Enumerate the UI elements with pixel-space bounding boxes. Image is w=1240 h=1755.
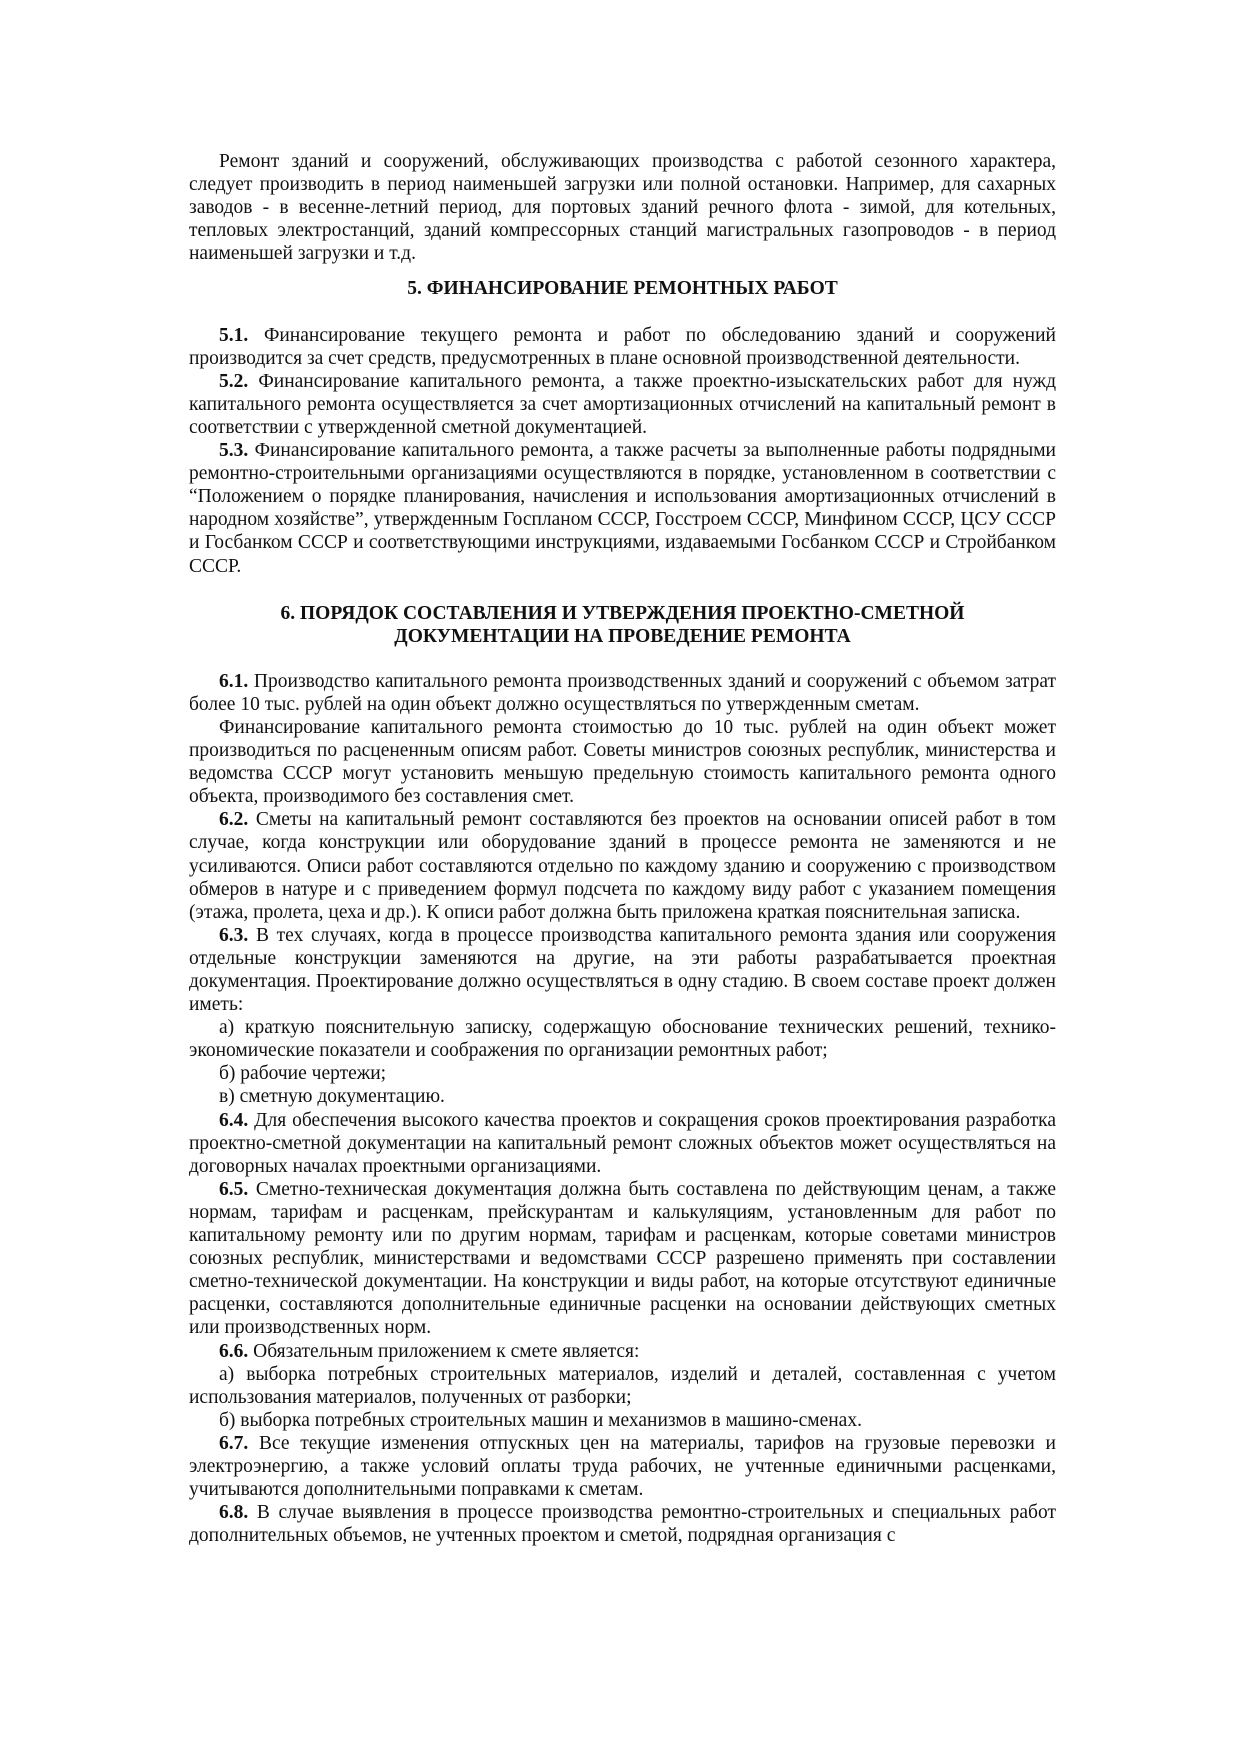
clause-text: Для обеспечения высокого качества проектов и сокращения сроков проектирования разработка проектно-сметной документации на капитальный ремонт сложных объектов может осуществляться на договорных началах проектными организациями. xyxy=(189,1109,1056,1177)
clause-6-1 xyxy=(189,670,1056,716)
clause-number: 6.7. xyxy=(219,1432,249,1454)
clause-6-5 xyxy=(189,1178,1056,1340)
clause-number: 5.3. xyxy=(219,440,249,462)
clause-6-6 xyxy=(189,1340,1056,1363)
clause-6-3-item-c: в) сметную документацию. xyxy=(219,1086,445,1108)
clause-5-1 xyxy=(189,324,1056,370)
clause-number: 5.2. xyxy=(219,370,249,392)
clause-text: Финансирование капитального ремонта, а также проектно-изыскательских работ для нужд капитального ремонта осуществляется за счет амортизационных отчислений на капитальный ремонт в соответствии с утвержденной сметной документацией. xyxy=(189,370,1056,438)
document-page xyxy=(189,150,1056,1547)
section-6-heading xyxy=(189,602,1056,648)
clause-6-7 xyxy=(189,1432,1056,1501)
clause-text: Финансирование текущего ремонта и работ по обследованию зданий и сооружений производится за счет средств, предусмотренных в плане основной производственной деятельности. xyxy=(189,324,1056,369)
clause-text: Производство капитального ремонта производственных зданий и сооружений с объемом затрат более 10 тыс. рублей на один объект должно осуществляться по утвержденным сметам. xyxy=(189,670,1056,715)
clause-text: Сметы на капитальный ремонт составляются без проектов на основании описей работ в том случае, когда конструкции или оборудование зданий в процессе ремонта не заменяются и не усиливаются. Описи работ составляются отдельно по каждому зданию и сооружению с производством обмеров в натуре и с приведением формул подсчета по каждому виду работ с указанием помещения (этажа, пролета, цеха и др.). К описи работ должна быть приложена краткая пояснительная записка. xyxy=(189,809,1056,923)
clause-text: В тех случаях, когда в процессе производства капитального ремонта здания или сооружения отдельные конструкции заменяются на другие, на эти работы разрабатывается проектная документация. Проектирование должно осуществляться в одну стадию. В своем составе проект должен иметь: xyxy=(189,924,1056,1016)
clause-6-2 xyxy=(189,808,1056,923)
clause-number: 6.5. xyxy=(219,1178,249,1200)
clause-5-3 xyxy=(189,439,1056,578)
clause-number: 5.1. xyxy=(219,324,249,346)
clause-number: 6.2. xyxy=(219,809,249,831)
clause-number: 6.6. xyxy=(219,1340,249,1362)
clause-6-8 xyxy=(189,1501,1056,1547)
clause-5-2 xyxy=(189,370,1056,439)
clause-6-3-item-a: а) краткую пояснительную записку, содержащую обоснование технических решений, технико-экономические показатели и соображения по организации ремонтных работ; xyxy=(189,1017,1056,1062)
section-6-heading-line-1: 6. ПОРЯДОК СОСТАВЛЕНИЯ И УТВЕРЖДЕНИЯ ПРОЕКТНО-СМЕТНОЙ xyxy=(280,602,965,624)
section-5-heading: 5. ФИНАНСИРОВАНИЕ РЕМОНТНЫХ РАБОТ xyxy=(407,278,838,300)
clause-text: Финансирование капитального ремонта, а также расчеты за выполненные работы подрядными ремонтно-строительными организациями осуществляются в порядке, установленном в соответствии с “Положением о порядке планирования, начисления и использования амортизационных отчислений в народном хозяйстве”, утвержденным Госпланом СССР, Госстроем СССР, Минфином СССР, ЦСУ СССР и Госбанком СССР и соответствующими инструкциями, издаваемыми Госбанком СССР и Стройбанком СССР. xyxy=(189,440,1056,577)
intro-paragraph: Ремонт зданий и сооружений, обслуживающих производства с работой сезонного характера, следует производить в период наименьшей загрузки или полной остановки. Например, для сахарных заводов - в весенне-летний период, для портовых зданий речного флота - зимой, для котельных, тепловых электростанций, зданий компрессорных станций магистральных газопроводов - в период наименьшей загрузки и т.д. xyxy=(189,151,1056,265)
clause-6-3-item-b: б) рабочие чертежи; xyxy=(219,1063,387,1085)
clause-number: 6.1. xyxy=(219,670,249,692)
clause-text: Все текущие изменения отпускных цен на материалы, тарифов на грузовые перевозки и электроэнергию, а также условий оплаты труда рабочих, не учтенные единичными расценками, учитываются дополнительными поправками к сметам. xyxy=(189,1432,1056,1501)
clause-6-4 xyxy=(189,1109,1056,1178)
clause-number: 6.4. xyxy=(219,1109,249,1131)
clause-6-6-item-a: а) выборка потребных строительных материалов, изделий и деталей, составленная с учетом использования материалов, полученных от разборки; xyxy=(189,1363,1056,1408)
clause-6-6-item-b: б) выборка потребных строительных машин и механизмов в машино-сменах. xyxy=(219,1409,862,1431)
clause-number: 6.3. xyxy=(219,924,249,946)
clause-text: Обязательным приложением к смете является: xyxy=(248,1340,640,1362)
clause-6-1-continuation: Финансирование капитального ремонта стоимостью до 10 тыс. рублей на один объект может производиться по расцененным описям работ. Советы министров союзных республик, министерства и ведомства СССР могут установить меньшую предельную стоимость капитального ремонта одного объекта, производимого без составления смет. xyxy=(189,716,1056,808)
clause-text: Сметно-техническая документация должна быть составлена по действующим ценам, а также нормам, тарифам и расценкам, прейскурантам и калькуляциям, установленным для работ по капитальному ремонту или по другим нормам, тарифам и расценкам, которые советами министров союзных республик, министерствами и ведомствами СССР разрешено применять при составлении сметно-технической документации. На конструкции и виды работ, на которые отсутствуют единичные расценки, составляются дополнительные единичные расценки на основании действующих сметных или производственных норм. xyxy=(189,1178,1056,1339)
clause-text: В случае выявления в процессе производства ремонтно-строительных и специальных работ дополнительных объемов, не учтенных проектом и сметой, подрядная организация с xyxy=(189,1502,1056,1547)
clause-number: 6.8. xyxy=(219,1502,249,1524)
clause-6-3 xyxy=(189,924,1056,1016)
section-6-heading-line-2: ДОКУМЕНТАЦИИ НА ПРОВЕДЕНИЕ РЕМОНТА xyxy=(394,625,851,647)
